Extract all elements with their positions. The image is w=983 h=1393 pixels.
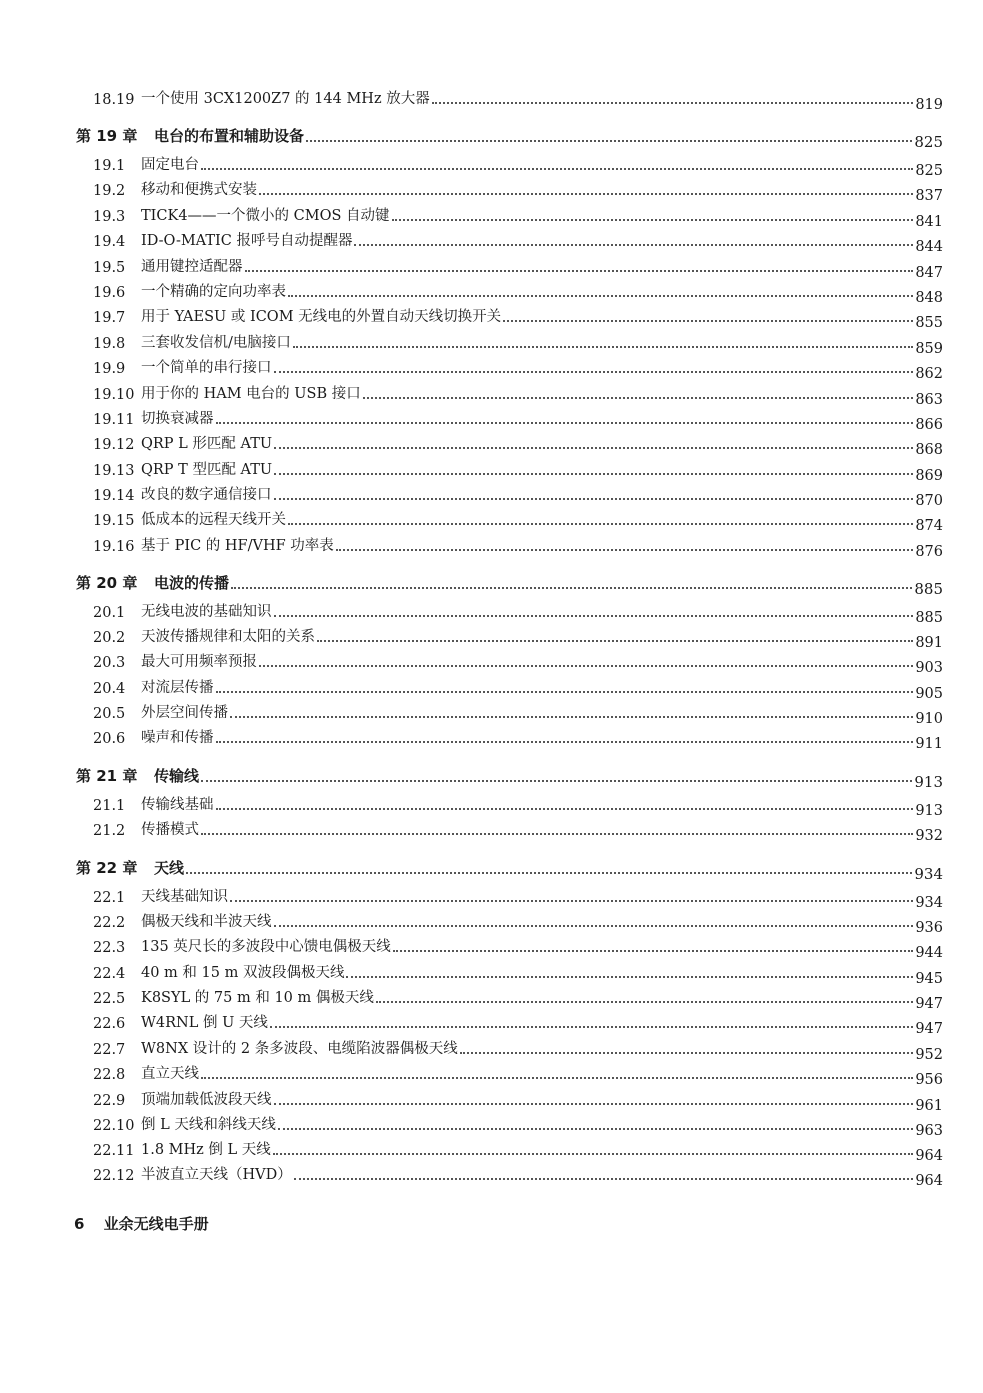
dot-leader — [317, 640, 913, 642]
toc-entry-number: 第 22 章 — [76, 859, 138, 877]
dot-leader — [460, 1052, 914, 1054]
toc-entry-page-number: 952 — [915, 1047, 943, 1063]
toc-entry-title: 1.8 MHz 倒 L 天线 — [141, 1142, 271, 1158]
dot-leader — [201, 168, 913, 170]
toc-entry-page-number: 936 — [915, 920, 943, 936]
toc-entry-number: 19.10 — [93, 387, 135, 403]
toc-entry-title: W4RNL 倒 U 天线 — [141, 1015, 268, 1031]
dot-leader — [216, 691, 914, 693]
dot-leader — [336, 549, 914, 551]
toc-entry-number: 19.12 — [93, 437, 135, 453]
toc-entry-title: 切换衰减器 — [141, 411, 214, 427]
toc-entry-number: 20.4 — [93, 681, 126, 697]
toc-entry-number: 20.5 — [93, 706, 126, 722]
toc-entry-page-number: 876 — [915, 544, 943, 560]
toc-entry-page-number: 844 — [915, 239, 943, 255]
dot-leader — [274, 925, 914, 927]
toc-chapter-entry[interactable] — [0, 571, 983, 598]
toc-entry-number: 第 20 章 — [76, 574, 138, 592]
toc-section-entry[interactable] — [0, 700, 983, 727]
toc-entry-title: 天线 — [154, 859, 185, 877]
toc-entry-number: 19.3 — [93, 209, 126, 225]
toc-section-entry[interactable] — [0, 1010, 983, 1037]
toc-entry-number: 20.6 — [93, 731, 126, 747]
toc-entry-page-number: 819 — [915, 97, 943, 113]
toc-chapter-entry[interactable] — [0, 124, 983, 151]
toc-section-entry[interactable] — [0, 909, 983, 936]
dot-leader — [230, 900, 913, 902]
toc-entry-title: 一个简单的串行接口 — [141, 360, 272, 376]
toc-entry-page-number: 862 — [915, 366, 943, 382]
toc-section-entry[interactable] — [0, 533, 983, 560]
toc-entry-page-number: 825 — [914, 133, 943, 151]
toc-section-entry[interactable] — [0, 203, 983, 230]
toc-entry-number: 19.7 — [93, 310, 126, 326]
toc-section-entry[interactable] — [0, 884, 983, 911]
toc-entry-number: 19.5 — [93, 260, 126, 276]
dot-leader — [216, 741, 914, 743]
toc-entry-number: 20.2 — [93, 630, 126, 646]
toc-entry-page-number: 841 — [915, 214, 943, 230]
dot-leader — [186, 872, 912, 874]
toc-entry-number: 22.8 — [93, 1067, 126, 1083]
toc-section-entry[interactable] — [0, 86, 983, 113]
toc-entry-title: 三套收发信机/电脑接口 — [141, 335, 291, 351]
toc-entry-title: 直立天线 — [141, 1066, 199, 1082]
toc-entry-title: 电台的布置和辅助设备 — [154, 127, 305, 145]
toc-section-entry[interactable] — [0, 279, 983, 306]
toc-entry-number: 19.13 — [93, 463, 135, 479]
toc-section-entry[interactable] — [0, 457, 983, 484]
toc-section-entry[interactable] — [0, 330, 983, 357]
toc-entry-title: 基于 PIC 的 HF/VHF 功率表 — [141, 538, 334, 554]
toc-entry-page-number: 947 — [915, 996, 943, 1012]
toc-entry-number: 19.9 — [93, 361, 126, 377]
toc-entry-page-number: 910 — [915, 711, 943, 727]
toc-entry-page-number: 848 — [915, 290, 943, 306]
toc-entry-title: QRP L 形匹配 ATU — [141, 436, 273, 452]
dot-leader — [274, 498, 914, 500]
toc-entry-page-number: 932 — [915, 828, 943, 844]
toc-entry-page-number: 847 — [915, 265, 943, 281]
toc-section-entry[interactable] — [0, 1162, 983, 1189]
toc-section-entry[interactable] — [0, 355, 983, 382]
dot-leader — [392, 219, 914, 221]
toc-section-entry[interactable] — [0, 1061, 983, 1088]
dot-leader — [216, 808, 914, 810]
toc-entry-page-number: 837 — [915, 188, 943, 204]
toc-entry-page-number: 870 — [915, 493, 943, 509]
toc-entry-title: 偶极天线和半波天线 — [141, 914, 272, 930]
toc-entry-number: 22.5 — [93, 991, 126, 1007]
toc-entry-title: TICK4——一个微小的 CMOS 自动键 — [141, 208, 390, 224]
toc-section-entry[interactable] — [0, 1112, 983, 1139]
toc-entry-page-number: 874 — [915, 518, 943, 534]
toc-entry-page-number: 905 — [915, 686, 943, 702]
toc-entry-title: 用于 YAESU 或 ICOM 无线电的外置自动天线切换开关 — [141, 309, 502, 325]
toc-entry-page-number: 866 — [915, 417, 943, 433]
dot-leader — [346, 976, 913, 978]
dot-leader — [259, 665, 913, 667]
toc-entry-number: 20.3 — [93, 655, 126, 671]
dot-leader — [288, 523, 913, 525]
toc-section-entry[interactable] — [0, 1137, 983, 1164]
toc-section-entry[interactable] — [0, 507, 983, 534]
dot-leader — [201, 780, 912, 782]
toc-entry-title: 用于你的 HAM 电台的 USB 接口 — [141, 386, 361, 402]
toc-entry-number: 19.2 — [93, 183, 126, 199]
dot-leader — [294, 1178, 914, 1180]
toc-entry-number: 22.2 — [93, 915, 126, 931]
toc-entry-page-number: 891 — [915, 635, 943, 651]
toc-section-entry[interactable] — [0, 406, 983, 433]
toc-section-entry[interactable] — [0, 431, 983, 458]
toc-entry-number: 第 19 章 — [76, 127, 138, 145]
dot-leader — [201, 1077, 913, 1079]
toc-entry-title: 噪声和传播 — [141, 730, 214, 746]
toc-entry-title: 半波直立天线（HVD） — [141, 1167, 292, 1183]
dot-leader — [278, 1128, 913, 1130]
toc-entry-number: 21.2 — [93, 823, 126, 839]
toc-entry-title: 40 m 和 15 m 双波段偶极天线 — [141, 965, 345, 981]
toc-entry-number: 19.8 — [93, 336, 126, 352]
toc-chapter-entry[interactable] — [0, 764, 983, 791]
toc-entry-title: ID-O-MATIC 报呼号自动提醒器 — [141, 233, 353, 249]
toc-section-entry[interactable] — [0, 725, 983, 752]
toc-section-entry[interactable] — [0, 482, 983, 509]
toc-entry-number: 19.16 — [93, 539, 135, 555]
dot-leader — [230, 716, 913, 718]
footer-page-number: 6 — [74, 1215, 85, 1233]
dot-leader — [201, 833, 913, 835]
toc-entry-number: 19.11 — [93, 412, 135, 428]
toc-entry-title: QRP T 型匹配 ATU — [141, 462, 273, 478]
toc-entry-title: W8NX 设计的 2 条多波段、电缆陷波器偶极天线 — [141, 1041, 458, 1057]
dot-leader — [245, 270, 914, 272]
toc-section-entry[interactable] — [0, 177, 983, 204]
toc-entry-number: 第 21 章 — [76, 767, 138, 785]
toc-entry-number: 18.19 — [93, 92, 135, 108]
dot-leader — [274, 371, 914, 373]
toc-section-entry[interactable] — [0, 817, 983, 844]
toc-entry-page-number: 956 — [915, 1072, 943, 1088]
toc-chapter-entry[interactable] — [0, 856, 983, 883]
dot-leader — [376, 1001, 913, 1003]
toc-entry-title: 传输线基础 — [141, 797, 214, 813]
toc-entry-page-number: 885 — [915, 610, 943, 626]
toc-section-entry[interactable] — [0, 152, 983, 179]
toc-entry-title: 天线基础知识 — [141, 889, 228, 905]
toc-entry-number: 22.11 — [93, 1143, 135, 1159]
toc-entry-title: 顶端加载低波段天线 — [141, 1092, 272, 1108]
toc-section-entry[interactable] — [0, 304, 983, 331]
toc-entry-page-number: 855 — [915, 315, 943, 331]
toc-entry-page-number: 934 — [915, 895, 943, 911]
toc-section-entry[interactable] — [0, 1036, 983, 1063]
dot-leader — [274, 615, 914, 617]
dot-leader — [274, 1103, 914, 1105]
dot-leader — [216, 422, 914, 424]
toc-entry-title: 天波传播规律和太阳的关系 — [141, 629, 315, 645]
dot-leader — [432, 102, 914, 104]
toc-section-entry[interactable] — [0, 792, 983, 819]
toc-entry-title: 改良的数字通信接口 — [141, 487, 272, 503]
toc-entry-page-number: 913 — [915, 803, 943, 819]
toc-entry-page-number: 885 — [914, 580, 943, 598]
dot-leader — [273, 1153, 914, 1155]
toc-entry-title: 移动和便携式安装 — [141, 182, 257, 198]
toc-entry-page-number: 903 — [915, 660, 943, 676]
toc-entry-title: 对流层传播 — [141, 680, 214, 696]
toc-section-entry[interactable] — [0, 675, 983, 702]
toc-section-entry[interactable] — [0, 960, 983, 987]
dot-leader — [288, 295, 913, 297]
dot-leader — [363, 397, 914, 399]
toc-entry-number: 22.12 — [93, 1168, 135, 1184]
toc-entry-number: 19.15 — [93, 513, 135, 529]
toc-entry-title: 传播模式 — [141, 822, 199, 838]
toc-entry-page-number: 945 — [915, 971, 943, 987]
toc-entry-title: 最大可用频率预报 — [141, 654, 257, 670]
toc-entry-page-number: 868 — [915, 442, 943, 458]
toc-entry-number: 19.6 — [93, 285, 126, 301]
toc-entry-page-number: 963 — [915, 1123, 943, 1139]
toc-entry-page-number: 964 — [915, 1148, 943, 1164]
toc-entry-title: K8SYL 的 75 m 和 10 m 偶极天线 — [141, 990, 374, 1006]
page-footer — [74, 1213, 209, 1234]
toc-entry-page-number: 911 — [915, 736, 943, 752]
toc-entry-page-number: 961 — [915, 1098, 943, 1114]
toc-entry-number: 19.1 — [93, 158, 126, 174]
dot-leader — [354, 244, 913, 246]
toc-entry-number: 22.1 — [93, 890, 126, 906]
toc-section-entry[interactable] — [0, 649, 983, 676]
toc-entry-title: 135 英尺长的多波段中心馈电偶极天线 — [141, 939, 391, 955]
toc-section-entry[interactable] — [0, 985, 983, 1012]
toc-entry-number: 19.14 — [93, 488, 135, 504]
toc-entry-title: 无线电波的基础知识 — [141, 604, 272, 620]
dot-leader — [274, 473, 913, 475]
toc-entry-title: 一个精确的定向功率表 — [141, 284, 286, 300]
dot-leader — [259, 193, 913, 195]
toc-section-entry[interactable] — [0, 228, 983, 255]
toc-entry-title: 低成本的远程天线开关 — [141, 512, 286, 528]
footer-book-title: 业余无线电手册 — [103, 1215, 209, 1233]
toc-entry-number: 22.7 — [93, 1042, 126, 1058]
toc-entry-number: 19.4 — [93, 234, 126, 250]
toc-entry-number: 22.3 — [93, 940, 126, 956]
dot-leader — [293, 346, 913, 348]
toc-section-entry[interactable] — [0, 254, 983, 281]
dot-leader — [274, 447, 913, 449]
toc-section-entry[interactable] — [0, 934, 983, 961]
toc-section-entry[interactable] — [0, 1087, 983, 1114]
dot-leader — [270, 1026, 913, 1028]
toc-entry-title: 传输线 — [154, 767, 200, 785]
toc-entry-number: 22.6 — [93, 1016, 126, 1032]
toc-entry-page-number: 863 — [915, 392, 943, 408]
toc-entry-number: 22.4 — [93, 966, 126, 982]
toc-entry-page-number: 934 — [914, 865, 943, 883]
toc-entry-number: 22.9 — [93, 1093, 126, 1109]
toc-entry-page-number: 825 — [915, 163, 943, 179]
toc-entry-page-number: 859 — [915, 341, 943, 357]
dot-leader — [306, 140, 912, 142]
toc-section-entry[interactable] — [0, 599, 983, 626]
toc-entry-title: 通用键控适配器 — [141, 259, 243, 275]
toc-entry-title: 固定电台 — [141, 157, 199, 173]
toc-entry-title: 倒 L 天线和斜线天线 — [141, 1117, 276, 1133]
toc-entry-title: 电波的传播 — [154, 574, 230, 592]
toc-entry-number: 22.10 — [93, 1118, 135, 1134]
dot-leader — [393, 950, 914, 952]
toc-entry-title: 一个使用 3CX1200Z7 的 144 MHz 放大器 — [141, 91, 430, 107]
toc-entry-title: 外层空间传播 — [141, 705, 228, 721]
dot-leader — [231, 587, 912, 589]
toc-entry-page-number: 913 — [914, 773, 943, 791]
toc-entry-page-number: 869 — [915, 468, 943, 484]
toc-entry-number: 20.1 — [93, 605, 126, 621]
toc-entry-page-number: 947 — [915, 1021, 943, 1037]
toc-section-entry[interactable] — [0, 381, 983, 408]
toc-section-entry[interactable] — [0, 624, 983, 651]
toc-entry-page-number: 964 — [915, 1173, 943, 1189]
toc-entry-page-number: 944 — [915, 945, 943, 961]
dot-leader — [503, 320, 913, 322]
toc-entry-number: 21.1 — [93, 798, 126, 814]
